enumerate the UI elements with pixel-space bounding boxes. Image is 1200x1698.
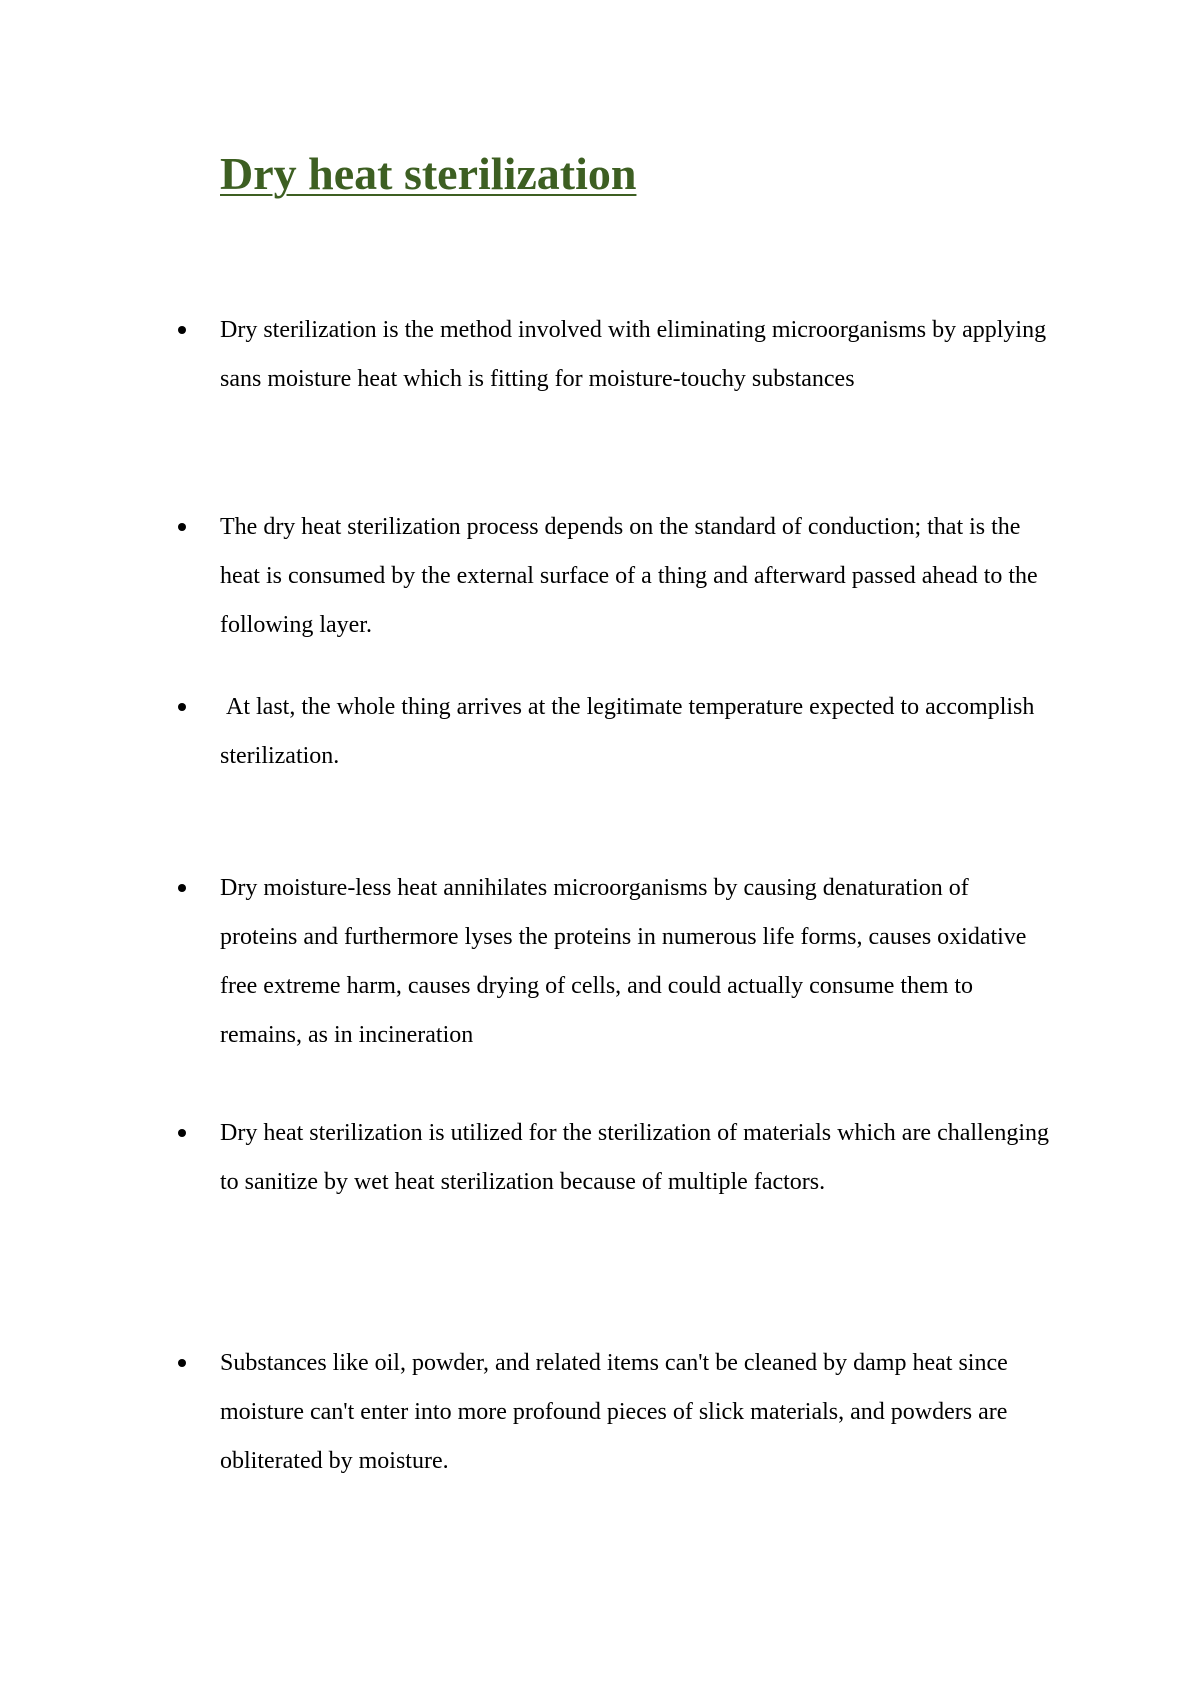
bullet-icon (178, 884, 186, 892)
list-item-text: Dry moisture-less heat annihilates microorganisms by causing denaturation of proteins and furthermore lyses the proteins in numerous life forms, causes oxidative free extreme harm, causes drying of cells, and could actually consume them to remains, as in incineration (220, 875, 1027, 1048)
list-item-text: The dry heat sterilization process depends on the standard of conduction; that is the heat is consumed by the external surface of a thing and afterward passed ahead to the following layer. (220, 514, 1038, 638)
list-item-text: At last, the whole thing arrives at the legitimate temperature expected to accomplish sterilization. (220, 694, 1041, 769)
list-item-text: Substances like oil, powder, and related items can't be cleaned by damp heat since moisture can't enter into more profound pieces of slick materials, and powders are obliterated by moisture. (220, 1350, 1008, 1474)
bullet-icon (178, 523, 186, 531)
bullet-icon (178, 326, 186, 334)
bullet-icon (178, 1359, 186, 1367)
list-item-text: Dry sterilization is the method involved with eliminating microorganisms by applying sans moisture heat which is fitting for moisture-touchy substances (220, 317, 1047, 392)
bullet-icon (178, 703, 186, 711)
bullet-icon (178, 1129, 186, 1137)
document-title: Dry heat sterilization (220, 148, 637, 199)
list-item-text: Dry heat sterilization is utilized for the sterilization of materials which are challenging to sanitize by wet heat sterilization because of multiple factors. (220, 1120, 1050, 1195)
